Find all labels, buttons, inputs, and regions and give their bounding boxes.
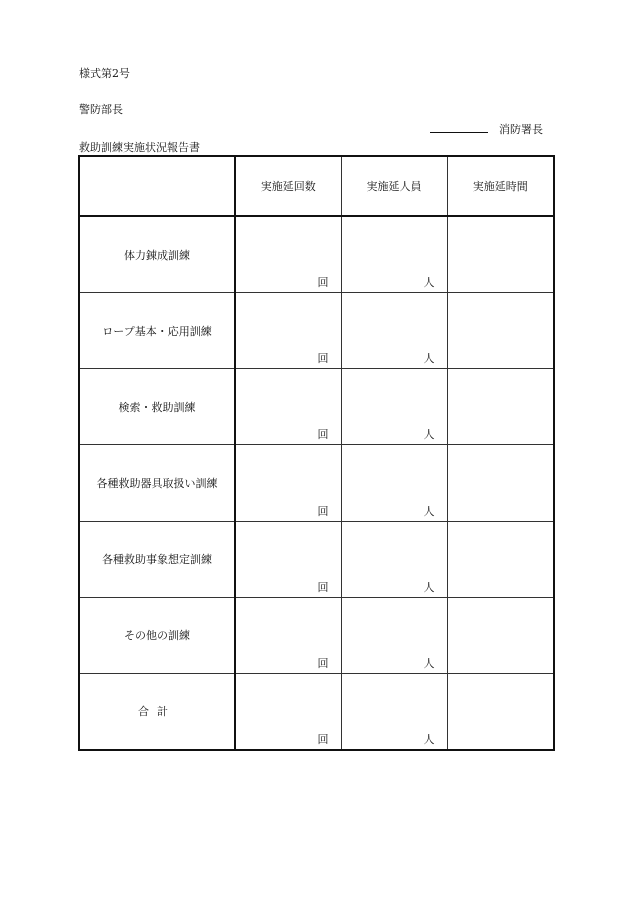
count-cell: 回	[235, 445, 341, 521]
count-cell: 回	[235, 369, 341, 445]
people-cell: 人	[341, 216, 447, 293]
addressee: 警防部長	[79, 103, 123, 116]
hours-cell	[447, 369, 554, 445]
row-label: ロープ基本・応用訓練	[79, 293, 235, 369]
count-cell: 回	[235, 521, 341, 597]
table-row	[79, 293, 554, 369]
row-label-total: 合計	[79, 673, 235, 750]
count-cell: 回	[235, 597, 341, 673]
count-cell: 回	[235, 216, 341, 293]
row-label: 検索・救助訓練	[79, 369, 235, 445]
row-label: その他の訓練	[79, 597, 235, 673]
count-cell: 回	[235, 673, 341, 750]
table-row-total	[79, 673, 554, 750]
hours-cell	[447, 597, 554, 673]
people-cell: 人	[341, 369, 447, 445]
table-row	[79, 597, 554, 673]
table-row	[79, 216, 554, 293]
hours-cell	[447, 216, 554, 293]
row-label: 各種救助器具取扱い訓練	[79, 445, 235, 521]
table-row	[79, 445, 554, 521]
people-cell: 人	[341, 597, 447, 673]
header-blank	[79, 156, 235, 216]
table-row	[79, 369, 554, 445]
row-label: 体力錬成訓練	[79, 216, 235, 293]
sender: 消防署長	[499, 123, 543, 136]
table-row	[79, 521, 554, 597]
header-count: 実施延回数	[235, 156, 341, 216]
people-cell: 人	[341, 521, 447, 597]
people-cell: 人	[341, 445, 447, 521]
people-cell: 人	[341, 673, 447, 750]
hours-cell	[447, 445, 554, 521]
form-number: 様式第2号	[79, 67, 130, 80]
hours-cell	[447, 293, 554, 369]
count-cell: 回	[235, 293, 341, 369]
row-label: 各種救助事象想定訓練	[79, 521, 235, 597]
document-title: 救助訓練実施状況報告書	[79, 141, 200, 154]
training-report-table	[78, 155, 555, 751]
header-people: 実施延人員	[341, 156, 447, 216]
station-name-blank	[430, 121, 488, 133]
header-hours: 実施延時間	[447, 156, 554, 216]
people-cell: 人	[341, 293, 447, 369]
table-header-row	[79, 156, 554, 216]
hours-cell	[447, 521, 554, 597]
hours-cell	[447, 673, 554, 750]
